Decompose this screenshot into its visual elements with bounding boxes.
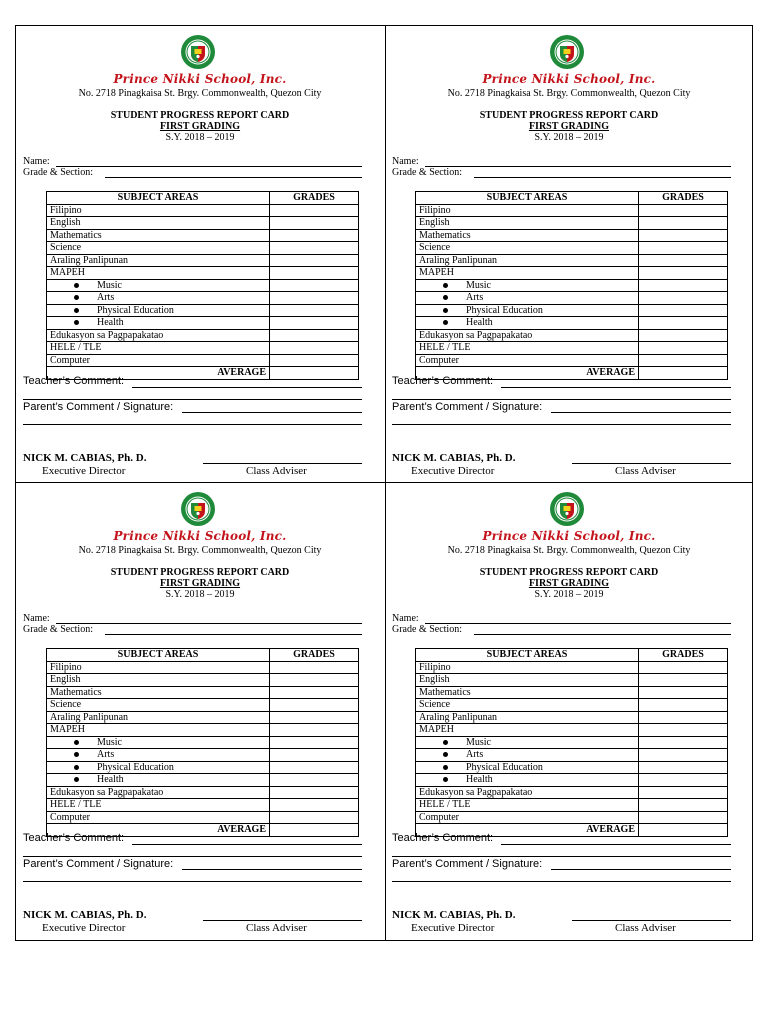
table-row (416, 292, 728, 305)
table-row (47, 329, 359, 342)
grade-cell (270, 229, 359, 242)
grade-cell (639, 799, 728, 812)
grading-period: FIRST GRADING (159, 578, 241, 589)
subject-cell: English (416, 674, 639, 687)
name-label: Name: (23, 613, 50, 624)
adviser-signature-line (572, 463, 731, 464)
subject-cell: Araling Panlipunan (47, 254, 270, 267)
table-row (416, 342, 728, 355)
school-address: No. 2718 Pinagkaisa St. Brgy. Commonwealth, Quezon City (447, 88, 691, 99)
subject-cell: Computer (47, 354, 270, 367)
header-grades: GRADES (639, 192, 728, 205)
grade-cell (270, 204, 359, 217)
header-grades: GRADES (270, 649, 359, 662)
report-card (16, 483, 384, 939)
subject-cell: MAPEH (416, 267, 639, 280)
table-row (416, 317, 728, 330)
grading-period: FIRST GRADING (159, 121, 241, 132)
name-line (425, 166, 731, 167)
table-row (47, 686, 359, 699)
grade-cell (270, 711, 359, 724)
grade-section-line (474, 177, 731, 178)
table-row (47, 674, 359, 687)
grade-cell (270, 786, 359, 799)
grade-cell (639, 342, 728, 355)
average-grade-cell (270, 824, 359, 837)
bullet-icon (443, 765, 448, 770)
table-row (47, 292, 359, 305)
bullet-icon (74, 777, 79, 782)
subject-cell: Mathematics (416, 686, 639, 699)
parent-comment-line (182, 869, 362, 870)
table-row (47, 799, 359, 812)
subject-cell: Edukasyon sa Pagpapakatao (47, 329, 270, 342)
teacher-comment-label: Teacher’s Comment: (23, 832, 125, 844)
subject-cell: Arts (47, 749, 270, 762)
table-row (47, 279, 359, 292)
adviser-title: Class Adviser (246, 465, 307, 477)
subject-cell: Araling Panlipunan (416, 254, 639, 267)
report-title: STUDENT PROGRESS REPORT CARD (479, 110, 659, 121)
subject-cell: English (416, 217, 639, 230)
subject-cell: Science (416, 699, 639, 712)
grade-cell (639, 699, 728, 712)
subject-cell: Science (47, 242, 270, 255)
subject-cell: Health (416, 774, 639, 787)
header-subject-areas: SUBJECT AREAS (416, 192, 639, 205)
director-title: Executive Director (42, 465, 126, 477)
table-row (416, 329, 728, 342)
report-card (16, 26, 384, 482)
grade-cell (639, 217, 728, 230)
table-row (416, 749, 728, 762)
grade-cell (270, 761, 359, 774)
parent-comment-label: Parent’s Comment / Signature: (392, 401, 543, 413)
adviser-signature-line (572, 920, 731, 921)
bullet-icon (443, 740, 448, 745)
grade-cell (639, 254, 728, 267)
table-row (416, 204, 728, 217)
teacher-comment-label: Teacher’s Comment: (392, 375, 494, 387)
adviser-title: Class Adviser (615, 465, 676, 477)
parent-comment-label: Parent’s Comment / Signature: (23, 858, 174, 870)
grade-cell (270, 304, 359, 317)
subject-cell: Filipino (416, 204, 639, 217)
subject-cell: Science (416, 242, 639, 255)
name-label: Name: (23, 156, 50, 167)
grade-cell (270, 354, 359, 367)
table-row (416, 711, 728, 724)
parent-comment-line-2 (23, 881, 362, 882)
grade-cell (270, 254, 359, 267)
table-row (416, 242, 728, 255)
grade-cell (270, 329, 359, 342)
grades-table (46, 191, 359, 380)
table-row (47, 204, 359, 217)
table-row (47, 786, 359, 799)
subject-cell: Arts (47, 292, 270, 305)
grade-cell (270, 736, 359, 749)
subject-cell: Computer (416, 811, 639, 824)
parent-comment-line (551, 869, 731, 870)
grade-cell (639, 774, 728, 787)
subject-cell: English (47, 674, 270, 687)
table-row (47, 217, 359, 230)
parent-comment-line (551, 412, 731, 413)
director-title: Executive Director (411, 465, 495, 477)
table-row (47, 749, 359, 762)
school-name: Prince Nikki School, Inc. (113, 529, 287, 543)
grade-section-label: Grade & Section: (23, 624, 93, 635)
table-row (47, 699, 359, 712)
report-title: STUDENT PROGRESS REPORT CARD (479, 567, 659, 578)
school-year: S.Y. 2018 – 2019 (534, 132, 604, 143)
subject-cell: Araling Panlipunan (47, 711, 270, 724)
table-row (47, 661, 359, 674)
grade-cell (270, 724, 359, 737)
subject-cell: Arts (416, 292, 639, 305)
grade-section-label: Grade & Section: (23, 167, 93, 178)
table-row (416, 304, 728, 317)
director-name: NICK M. CABIAS, Ph. D. (392, 452, 516, 464)
grade-cell (270, 686, 359, 699)
table-row (416, 686, 728, 699)
subject-cell: Music (416, 279, 639, 292)
bullet-icon (74, 308, 79, 313)
grade-cell (639, 661, 728, 674)
grade-cell (270, 279, 359, 292)
subject-cell: Music (47, 736, 270, 749)
grade-cell (270, 699, 359, 712)
grade-cell (270, 799, 359, 812)
subject-cell: Music (416, 736, 639, 749)
grade-cell (639, 711, 728, 724)
director-name: NICK M. CABIAS, Ph. D. (23, 909, 147, 921)
grading-period: FIRST GRADING (528, 578, 610, 589)
subject-cell: MAPEH (47, 267, 270, 280)
school-name: Prince Nikki School, Inc. (113, 72, 287, 86)
average-grade-cell (639, 824, 728, 837)
header-subject-areas: SUBJECT AREAS (416, 649, 639, 662)
table-row (416, 674, 728, 687)
school-year: S.Y. 2018 – 2019 (534, 589, 604, 600)
subject-cell: English (47, 217, 270, 230)
subject-cell: Science (47, 699, 270, 712)
school-address: No. 2718 Pinagkaisa St. Brgy. Commonwealth, Quezon City (447, 545, 691, 556)
report-title: STUDENT PROGRESS REPORT CARD (110, 567, 290, 578)
subject-cell: Physical Education (47, 761, 270, 774)
director-name: NICK M. CABIAS, Ph. D. (392, 909, 516, 921)
adviser-signature-line (203, 463, 362, 464)
bullet-icon (74, 283, 79, 288)
table-row (47, 761, 359, 774)
adviser-title: Class Adviser (615, 922, 676, 934)
average-grade-cell (270, 367, 359, 380)
grade-cell (270, 342, 359, 355)
table-row (47, 242, 359, 255)
teacher-comment-line (132, 844, 362, 845)
subject-cell: Mathematics (47, 686, 270, 699)
grade-cell (270, 774, 359, 787)
table-row (47, 267, 359, 280)
subject-cell: Filipino (47, 661, 270, 674)
subject-cell: Filipino (47, 204, 270, 217)
grade-section-line (105, 634, 362, 635)
grade-cell (639, 761, 728, 774)
table-row (47, 342, 359, 355)
bullet-icon (74, 765, 79, 770)
table-row (47, 711, 359, 724)
teacher-comment-line (501, 387, 731, 388)
table-row (47, 254, 359, 267)
school-year: S.Y. 2018 – 2019 (165, 589, 235, 600)
header-grades: GRADES (639, 649, 728, 662)
grade-cell (270, 811, 359, 824)
grade-cell (270, 267, 359, 280)
table-row (47, 774, 359, 787)
grading-period: FIRST GRADING (528, 121, 610, 132)
teacher-comment-line (501, 844, 731, 845)
grades-table (415, 191, 728, 380)
header-grades: GRADES (270, 192, 359, 205)
grade-cell (270, 317, 359, 330)
bullet-icon (443, 295, 448, 300)
bullet-icon (74, 295, 79, 300)
grade-cell (639, 317, 728, 330)
grade-cell (639, 749, 728, 762)
grade-cell (639, 304, 728, 317)
table-row (416, 267, 728, 280)
bullet-icon (443, 320, 448, 325)
grade-cell (270, 674, 359, 687)
grade-cell (639, 204, 728, 217)
subject-cell: HELE / TLE (416, 799, 639, 812)
table-header-row (47, 649, 359, 662)
name-line (56, 623, 362, 624)
school-name: Prince Nikki School, Inc. (482, 72, 656, 86)
director-title: Executive Director (42, 922, 126, 934)
report-title: STUDENT PROGRESS REPORT CARD (110, 110, 290, 121)
table-row (416, 279, 728, 292)
bullet-icon (74, 752, 79, 757)
parent-comment-line-2 (23, 424, 362, 425)
bullet-icon (443, 308, 448, 313)
table-row (416, 354, 728, 367)
average-label: AVERAGE (416, 367, 639, 380)
table-row (416, 217, 728, 230)
subject-cell: Music (47, 279, 270, 292)
name-label: Name: (392, 156, 419, 167)
grade-cell (270, 217, 359, 230)
header-subject-areas: SUBJECT AREAS (47, 192, 270, 205)
grade-cell (639, 279, 728, 292)
subject-cell: HELE / TLE (47, 799, 270, 812)
grade-cell (639, 686, 728, 699)
grade-cell (639, 242, 728, 255)
table-row (416, 229, 728, 242)
name-line (56, 166, 362, 167)
grade-cell (639, 329, 728, 342)
bullet-icon (74, 740, 79, 745)
grade-section-line (474, 634, 731, 635)
table-header-row (416, 192, 728, 205)
average-label: AVERAGE (416, 824, 639, 837)
teacher-comment-label: Teacher’s Comment: (23, 375, 125, 387)
adviser-title: Class Adviser (246, 922, 307, 934)
name-line (425, 623, 731, 624)
table-row (47, 724, 359, 737)
school-year: S.Y. 2018 – 2019 (165, 132, 235, 143)
grade-cell (639, 292, 728, 305)
table-header-row (416, 649, 728, 662)
header-subject-areas: SUBJECT AREAS (47, 649, 270, 662)
subject-cell: Physical Education (416, 761, 639, 774)
average-label: AVERAGE (47, 367, 270, 380)
grade-cell (639, 229, 728, 242)
teacher-comment-line-2 (392, 399, 731, 400)
school-seal-logo-icon (180, 491, 216, 527)
grade-section-label: Grade & Section: (392, 624, 462, 635)
subject-cell: HELE / TLE (416, 342, 639, 355)
grade-cell (639, 724, 728, 737)
parent-comment-label: Parent’s Comment / Signature: (23, 401, 174, 413)
report-card-sheet (15, 25, 753, 941)
teacher-comment-line-2 (23, 399, 362, 400)
subject-cell: Physical Education (416, 304, 639, 317)
bullet-icon (443, 777, 448, 782)
table-row (416, 661, 728, 674)
grade-cell (270, 661, 359, 674)
subject-cell: Physical Education (47, 304, 270, 317)
grade-cell (639, 267, 728, 280)
average-grade-cell (639, 367, 728, 380)
table-row (416, 761, 728, 774)
report-card (385, 483, 753, 939)
table-row (47, 304, 359, 317)
school-name: Prince Nikki School, Inc. (482, 529, 656, 543)
bullet-icon (74, 320, 79, 325)
table-row (47, 317, 359, 330)
subject-cell: Computer (47, 811, 270, 824)
grade-section-line (105, 177, 362, 178)
parent-comment-line-2 (392, 424, 731, 425)
teacher-comment-line-2 (392, 856, 731, 857)
grade-section-label: Grade & Section: (392, 167, 462, 178)
school-address: No. 2718 Pinagkaisa St. Brgy. Commonwealth, Quezon City (78, 88, 322, 99)
table-row (47, 736, 359, 749)
subject-cell: Arts (416, 749, 639, 762)
subject-cell: Mathematics (416, 229, 639, 242)
director-name: NICK M. CABIAS, Ph. D. (23, 452, 147, 464)
report-card (385, 26, 753, 482)
table-row (47, 354, 359, 367)
subject-cell: Health (47, 317, 270, 330)
subject-cell: Health (47, 774, 270, 787)
grade-cell (270, 242, 359, 255)
table-row (416, 786, 728, 799)
bullet-icon (443, 752, 448, 757)
subject-cell: MAPEH (416, 724, 639, 737)
table-row (416, 724, 728, 737)
teacher-comment-line-2 (23, 856, 362, 857)
school-seal-logo-icon (549, 491, 585, 527)
subject-cell: HELE / TLE (47, 342, 270, 355)
subject-cell: Edukasyon sa Pagpapakatao (47, 786, 270, 799)
table-row (416, 699, 728, 712)
subject-cell: Filipino (416, 661, 639, 674)
name-label: Name: (392, 613, 419, 624)
teacher-comment-line (132, 387, 362, 388)
subject-cell: Edukasyon sa Pagpapakatao (416, 329, 639, 342)
school-seal-logo-icon (180, 34, 216, 70)
table-row (416, 736, 728, 749)
table-row (416, 799, 728, 812)
table-row (47, 811, 359, 824)
parent-comment-line-2 (392, 881, 731, 882)
director-title: Executive Director (411, 922, 495, 934)
table-header-row (47, 192, 359, 205)
grade-cell (639, 674, 728, 687)
grades-table (415, 648, 728, 837)
subject-cell: Araling Panlipunan (416, 711, 639, 724)
table-row (416, 254, 728, 267)
subject-cell: MAPEH (47, 724, 270, 737)
subject-cell: Edukasyon sa Pagpapakatao (416, 786, 639, 799)
grade-cell (270, 749, 359, 762)
parent-comment-label: Parent’s Comment / Signature: (392, 858, 543, 870)
parent-comment-line (182, 412, 362, 413)
grade-cell (639, 736, 728, 749)
grade-cell (639, 354, 728, 367)
school-address: No. 2718 Pinagkaisa St. Brgy. Commonwealth, Quezon City (78, 545, 322, 556)
table-row (416, 774, 728, 787)
subject-cell: Mathematics (47, 229, 270, 242)
grade-cell (639, 811, 728, 824)
teacher-comment-label: Teacher’s Comment: (392, 832, 494, 844)
subject-cell: Health (416, 317, 639, 330)
average-label: AVERAGE (47, 824, 270, 837)
table-row (416, 811, 728, 824)
grade-cell (270, 292, 359, 305)
adviser-signature-line (203, 920, 362, 921)
grades-table (46, 648, 359, 837)
grade-cell (639, 786, 728, 799)
subject-cell: Computer (416, 354, 639, 367)
table-row (47, 229, 359, 242)
school-seal-logo-icon (549, 34, 585, 70)
bullet-icon (443, 283, 448, 288)
